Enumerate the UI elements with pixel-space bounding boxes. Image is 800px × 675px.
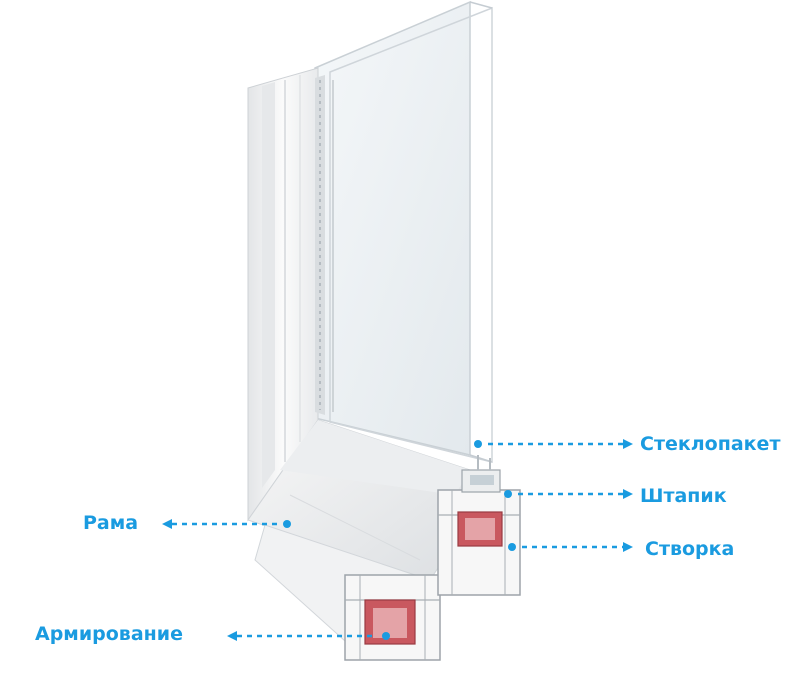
label-reinforcement: Армирование [35,623,183,645]
frame-profile-section [345,575,440,660]
leader-dot-sash [508,543,516,551]
leader-dot-frame [283,520,291,528]
glass-unit [315,2,492,462]
label-frame: Рама [83,512,139,534]
label-glass-unit: Стеклопакет [640,433,781,455]
leader-dot-reinforcement [382,632,390,640]
leader-dot-bead [504,490,512,498]
glass-pane-inner [315,2,470,455]
label-sash: Створка [645,538,735,560]
label-glazing-bead: Штапик [640,485,727,507]
leader-dot-glass [474,440,482,448]
